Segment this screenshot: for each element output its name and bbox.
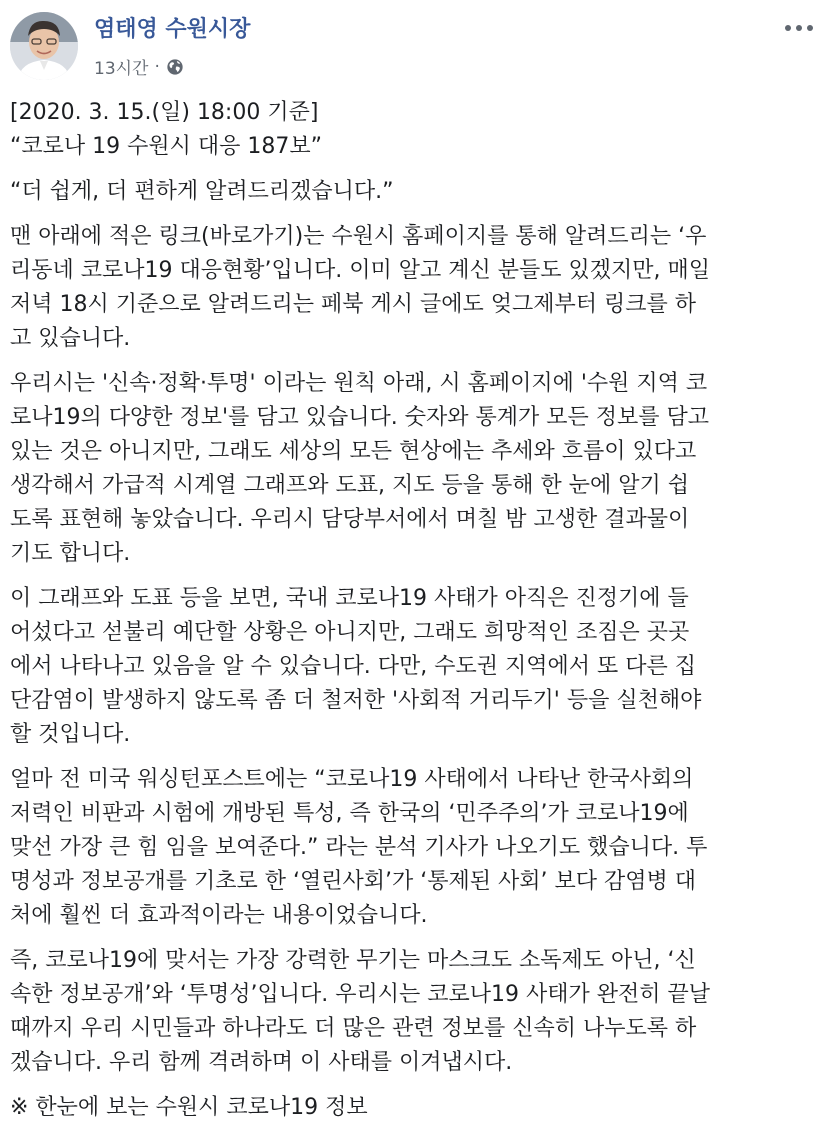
post-paragraph: 맨 아래에 적은 링크(바로가기)는 수원시 홈페이지를 통해 알려드리는 ‘우 리동네 코로나19 대응현황’입니다. 이미 알고 계신 분들도 있겠지만, 매일 저녁 18시 기준으로 알려드리는 페북 게시 글에도 엊그제부터 링크를 하 고 있습니다. xyxy=(10,224,710,351)
post-header xyxy=(0,0,828,96)
globe-icon[interactable] xyxy=(166,58,184,76)
post-options-button[interactable] xyxy=(782,14,816,42)
author-name[interactable]: 염태영 수원시장 xyxy=(94,17,251,42)
post-paragraph: 우리시는 '신속·정확·투명' 이라는 원칙 아래, 시 홈페이지에 '수원 지역 코 로나19의 다양한 정보'를 담고 있습니다. 숫자와 통계가 모든 정보를 담고 있는 것은 아니지만, 그래도 세상의 모든 현상에는 추세와 흐름이 있다고 생각해서 가급적 시계열 그래프와 도표, 지도 등을 통해 한 눈에 알기 쉽 도록 표현해 놓았습니다. 우리시 담당부서에서 며칠 밤 고생한 결과물이 기도 합니다. xyxy=(10,371,710,566)
more-icon xyxy=(784,24,814,32)
post-timestamp[interactable]: 13시간 xyxy=(94,59,149,79)
avatar-image xyxy=(10,12,78,80)
post-footnote: ※ 한눈에 보는 수원시 코로나19 정보 xyxy=(10,1095,368,1120)
meta-separator: · xyxy=(154,56,160,77)
post-paragraph: 즉, 코로나19에 맞서는 가장 강력한 무기는 마스크도 소독제도 아닌, ‘신 속한 정보공개’와 ‘투명성’입니다. 우리시는 코로나19 사태가 완전히 끝날 때까지 우리 시민들과 하나라도 더 많은 관련 정보를 신속히 나누도록 하 겠습니다. 우리 함께 격려하며 이 사태를 이겨냅시다. xyxy=(10,948,710,1075)
post-title-line: “코로나 19 수원시 대응 187보” xyxy=(10,134,323,159)
post-paragraph: 이 그래프와 도표 등을 보면, 국내 코로나19 사태가 아직은 진정기에 들 어섰다고 섣불리 예단할 상황은 아니지만, 그래도 희망적인 조짐은 곳곳 에서 나타나고 있음을 알 수 있습니다. 다만, 수도권 지역에서 또 다른 집 단감염이 발생하지 않도록 좀 더 철저한 '사회적 거리두기' 등을 실천해야 할 것입니다. xyxy=(10,586,702,747)
post-body xyxy=(10,96,820,1136)
post-paragraph: “더 쉽게, 더 편하게 알려드리겠습니다.” xyxy=(10,179,394,204)
post-meta xyxy=(94,54,184,79)
post-paragraph: 얼마 전 미국 워싱턴포스트에는 “코로나19 사태에서 나타난 한국사회의 저력인 비판과 시험에 개방된 특성, 즉 한국의 ‘민주주의’가 코로나19에 맞선 가장 큰 힘 임을 보여준다.” 라는 분석 기사가 나오기도 했습니다. 투 명성과 정보공개를 기초로 한 ‘열린사회’가 ‘통제된 사회’ 보다 감염병 대 처에 훨씬 더 효과적이라는 내용이었습니다. xyxy=(10,767,708,928)
author-avatar[interactable] xyxy=(10,12,78,80)
post-date-line: [2020. 3. 15.(일) 18:00 기준] xyxy=(10,100,319,125)
